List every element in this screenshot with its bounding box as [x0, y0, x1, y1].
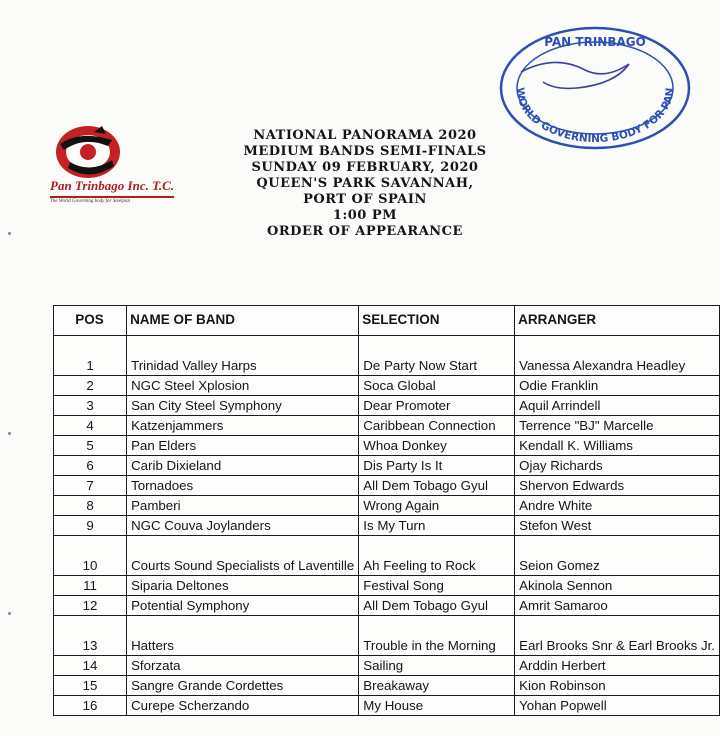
row-selection: Trouble in the Morning [359, 616, 515, 656]
table-row [54, 396, 720, 416]
paper-speck [8, 232, 11, 235]
event-time: 1:00 PM [332, 208, 398, 223]
row-selection: De Party Now Start [359, 336, 515, 376]
row-band: Hatters [127, 616, 359, 656]
row-arranger: Shervon Edwards [515, 476, 720, 496]
row-selection: Soca Global [359, 376, 515, 396]
row-selection: Dear Promoter [359, 396, 515, 416]
row-arranger: Yohan Popwell [515, 696, 720, 716]
row-pos: 2 [54, 376, 127, 396]
table-row [54, 456, 720, 476]
row-pos: 10 [54, 536, 127, 576]
row-pos: 6 [54, 456, 127, 476]
row-pos: 9 [54, 516, 127, 536]
event-round: MEDIUM BANDS SEMI-FINALS [243, 144, 487, 159]
row-selection: Dis Party Is It [359, 456, 515, 476]
row-band: Sangre Grande Cordettes [127, 676, 359, 696]
row-arranger: Kendall K. Williams [515, 436, 720, 456]
table-row [54, 616, 720, 656]
row-pos: 14 [54, 656, 127, 676]
row-pos: 16 [54, 696, 127, 716]
table-row [54, 336, 720, 376]
row-band: Curepe Scherzando [127, 696, 359, 716]
table-row [54, 676, 720, 696]
row-band: Siparia Deltones [127, 576, 359, 596]
row-pos: 12 [54, 596, 127, 616]
row-selection: Whoa Donkey [359, 436, 515, 456]
row-band: San City Steel Symphony [127, 396, 359, 416]
row-arranger: Arddin Herbert [515, 656, 720, 676]
signature [521, 62, 629, 88]
row-arranger: Odie Franklin [515, 376, 720, 396]
row-pos: 4 [54, 416, 127, 436]
row-arranger: Earl Brooks Snr & Earl Brooks Jr. [515, 616, 720, 656]
row-pos: 5 [54, 436, 127, 456]
row-arranger: Kion Robinson [515, 676, 720, 696]
stamp-ring-text: WORLD GOVERNING BODY FOR PAN [513, 86, 677, 146]
header-pos: POS [54, 306, 127, 336]
row-arranger: Stefon West [515, 516, 720, 536]
table-row [54, 436, 720, 456]
event-date: SUNDAY 09 FEBRUARY, 2020 [251, 160, 479, 175]
row-pos: 11 [54, 576, 127, 596]
row-band: Katzenjammers [127, 416, 359, 436]
row-band: Trinidad Valley Harps [127, 336, 359, 376]
header-arranger: ARRANGER [515, 306, 720, 336]
row-selection: All Dem Tobago Gyul [359, 476, 515, 496]
order-of-appearance-table [53, 305, 720, 716]
table-row [54, 576, 720, 596]
document-heading [190, 128, 540, 240]
row-pos: 15 [54, 676, 127, 696]
stamp-top-text: PAN TRINBAGO [544, 35, 646, 49]
table-row [54, 516, 720, 536]
table-row [54, 476, 720, 496]
logo-underline [50, 196, 174, 198]
row-arranger: Andre White [515, 496, 720, 516]
row-arranger: Ojay Richards [515, 456, 720, 476]
event-title: NATIONAL PANORAMA 2020 [253, 128, 477, 143]
row-selection: Ah Feeling to Rock [359, 536, 515, 576]
table-row [54, 416, 720, 436]
document-subtitle: ORDER OF APPEARANCE [267, 224, 463, 239]
row-selection: Is My Turn [359, 516, 515, 536]
row-band: NGC Couva Joylanders [127, 516, 359, 536]
row-band: Potential Symphony [127, 596, 359, 616]
logo-tagline: The World Governing body for Steelpan [50, 199, 130, 204]
table-header-row [54, 306, 720, 336]
event-venue: QUEEN'S PARK SAVANNAH, [256, 176, 474, 191]
table-row [54, 376, 720, 396]
row-selection: My House [359, 696, 515, 716]
row-pos: 1 [54, 336, 127, 376]
row-arranger: Aquil Arrindell [515, 396, 720, 416]
header-band: NAME OF BAND [127, 306, 359, 336]
paper-speck [8, 612, 11, 615]
event-city: PORT OF SPAIN [303, 192, 427, 207]
row-pos: 13 [54, 616, 127, 656]
row-arranger: Seion Gomez [515, 536, 720, 576]
row-pos: 7 [54, 476, 127, 496]
row-band: Carib Dixieland [127, 456, 359, 476]
row-pos: 8 [54, 496, 127, 516]
row-arranger: Akinola Sennon [515, 576, 720, 596]
row-band: Sforzata [127, 656, 359, 676]
row-arranger: Amrit Samaroo [515, 596, 720, 616]
row-band: NGC Steel Xplosion [127, 376, 359, 396]
row-band: Courts Sound Specialists of Laventille [127, 536, 359, 576]
table-row [54, 536, 720, 576]
table-row [54, 696, 720, 716]
table-row [54, 596, 720, 616]
row-selection: Breakaway [359, 676, 515, 696]
header-selection: SELECTION [359, 306, 515, 336]
logo-name: Pan Trinbago Inc. T.C. [50, 178, 175, 193]
row-selection: Sailing [359, 656, 515, 676]
paper-speck [8, 432, 11, 435]
row-arranger: Vanessa Alexandra Headley [515, 336, 720, 376]
row-selection: Caribbean Connection [359, 416, 515, 436]
row-selection: Festival Song [359, 576, 515, 596]
row-selection: All Dem Tobago Gyul [359, 596, 515, 616]
row-band: Tornadoes [127, 476, 359, 496]
row-arranger: Terrence "BJ" Marcelle [515, 416, 720, 436]
table-row [54, 656, 720, 676]
table-row [54, 496, 720, 516]
row-band: Pamberi [127, 496, 359, 516]
row-selection: Wrong Again [359, 496, 515, 516]
row-band: Pan Elders [127, 436, 359, 456]
row-pos: 3 [54, 396, 127, 416]
